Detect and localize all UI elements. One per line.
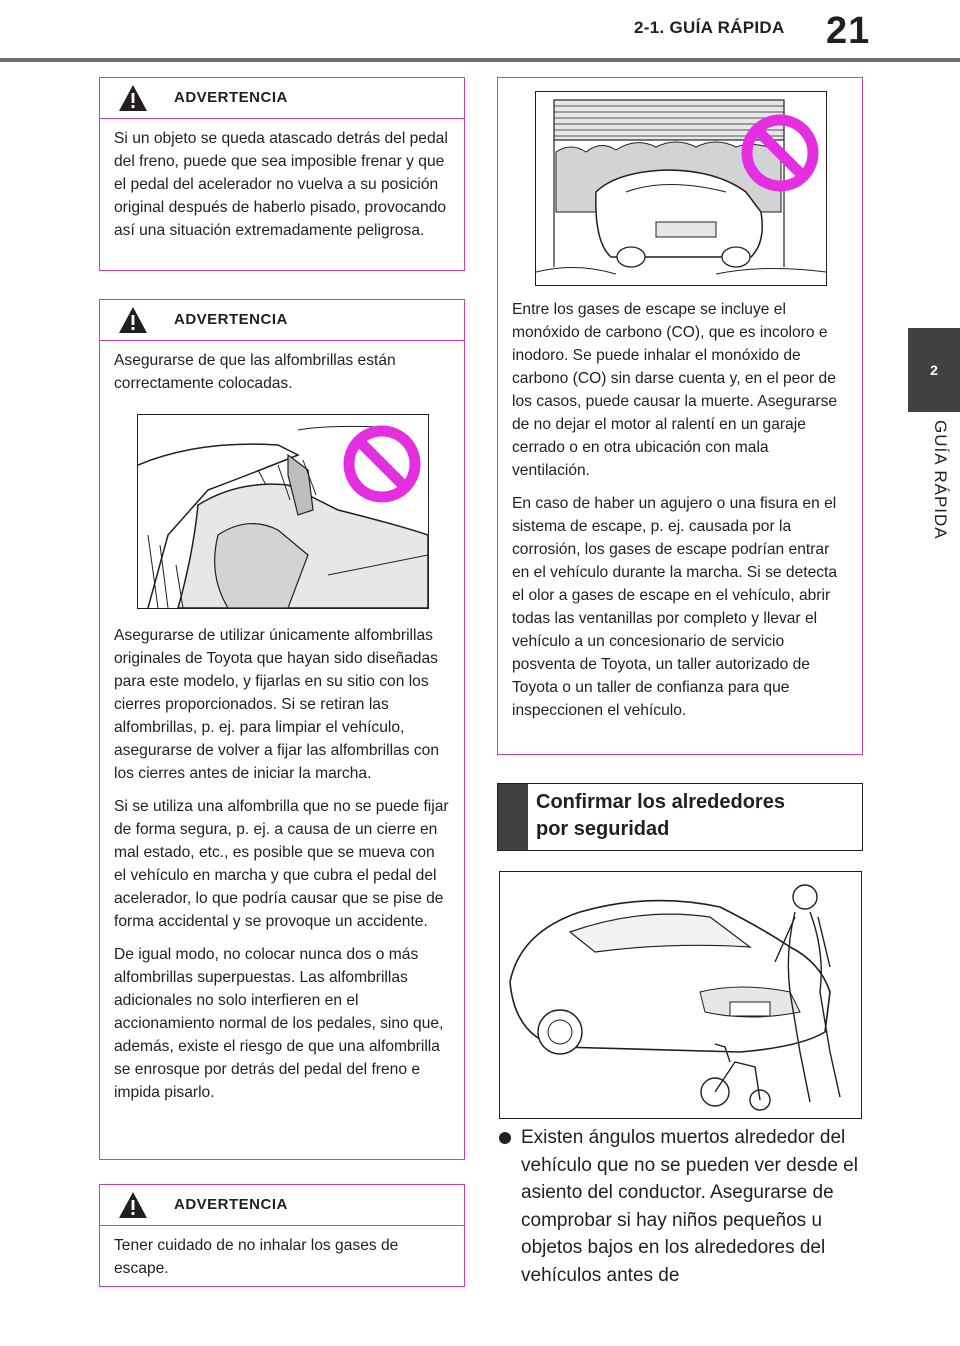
floor-mat-illustration	[137, 414, 429, 609]
prohibition-icon	[342, 424, 422, 504]
warning-box-floor-mats	[99, 299, 465, 1160]
warning-title: ADVERTENCIA	[174, 1196, 288, 1213]
chapter-tab	[908, 328, 960, 412]
bullet-icon	[499, 1132, 511, 1144]
warning-header	[100, 300, 464, 341]
body-text: Entre los gases de escape se incluye el monóxido de carbono (CO), que es incoloro e inodoro. Se puede inhalar el monóxido de carbono (CO) sin darse cuenta y, en el peor de los casos, puede causar la muerte. Asegurarse de no dejar el motor al ralentí en un garaje cerrado o en otra ubicación con mala ventilación.	[512, 301, 838, 479]
warning-triangle-icon	[118, 1191, 148, 1219]
warning-text: Si un objeto se queda atascado detrás del pedal del freno, puede que sea imposible frenar y que el pedal del acelerador no vuelva a su posición original después de haberlo pisado, provocando así una situación extremadamente peligrosa.	[114, 130, 448, 239]
warning-box-brake-pedal	[99, 77, 465, 271]
warning-text: Tener cuidado de no inhalar los gases de escape.	[114, 1237, 399, 1277]
warning-box-exhaust	[99, 1184, 465, 1287]
warning-title: ADVERTENCIA	[174, 89, 288, 106]
section-title	[528, 784, 785, 850]
warning-header	[100, 1185, 464, 1226]
bullet-list-item	[497, 1124, 867, 1289]
warning-text: Asegurarse de utilizar únicamente alfombrillas originales de Toyota que hayan sido diseñadas para este modelo, y fijarlas en su sitio con los cierres proporcionados. Si se retiran las alfombrillas, p. ej. para limpiar el vehículo, asegurarse de volver a fijar las alfombrillas con los cierres antes de iniciar la marcha.	[114, 627, 440, 782]
warning-header	[100, 78, 464, 119]
warning-title: ADVERTENCIA	[174, 311, 288, 328]
bullet-text: Existen ángulos muertos alrededor del vehículo que no se pueden ver desde el asiento del conductor. Asegurarse de comprobar si hay niños pequeños u objetos bajos en los alrededores del vehículos antes de	[521, 1127, 858, 1286]
chapter-label: GUÍA RÁPIDA	[931, 420, 950, 540]
header-divider	[0, 58, 960, 62]
section-title-line: por seguridad	[536, 818, 670, 840]
warning-triangle-icon	[118, 306, 148, 334]
page-number: 21	[826, 10, 871, 52]
blind-spot-illustration	[499, 871, 862, 1119]
chapter-number: 2	[930, 362, 938, 378]
warning-intro: Asegurarse de que las alfombrillas están correctamente colocadas.	[114, 352, 396, 392]
section-title-line: Confirmar los alrededores	[536, 791, 785, 813]
body-text: En caso de haber un agujero o una fisura en el sistema de escape, p. ej. causada por la corrosión, los gases de escape podrían entrar en el vehículo durante la marcha. Si se detecta el olor a gases de escape en el vehículo, abrir todas las ventanillas por completo y llevar el vehículo a un concesionario de servicio posventa de Toyota, un taller autorizado de Toyota o un taller de confianza para que inspeccionen el vehículo.	[512, 495, 838, 719]
section-heading	[497, 783, 863, 851]
exhaust-warning-continuation	[497, 77, 863, 755]
garage-exhaust-illustration	[535, 91, 827, 286]
prohibition-icon	[740, 113, 820, 193]
section-heading-bar	[498, 784, 528, 850]
running-header: 2-1. GUÍA RÁPIDA	[634, 18, 785, 37]
warning-triangle-icon	[118, 84, 148, 112]
warning-text: Si se utiliza una alfombrilla que no se puede fijar de forma segura, p. ej. a causa de un cierre en mal estado, etc., es posible que se mueva con el vehículo en marcha y que cubra el pedal del acelerador, lo que podría causar que se pise de forma accidental y se provoque un accidente.	[114, 798, 449, 930]
warning-text: De igual modo, no colocar nunca dos o más alfombrillas superpuestas. Las alfombrillas adicionales no solo interfieren en el accionamiento normal de los pedales, sino que, además, existe el riesgo de que una alfombrilla se enrosque por detrás del pedal del freno e impida pisarlo.	[114, 946, 444, 1101]
